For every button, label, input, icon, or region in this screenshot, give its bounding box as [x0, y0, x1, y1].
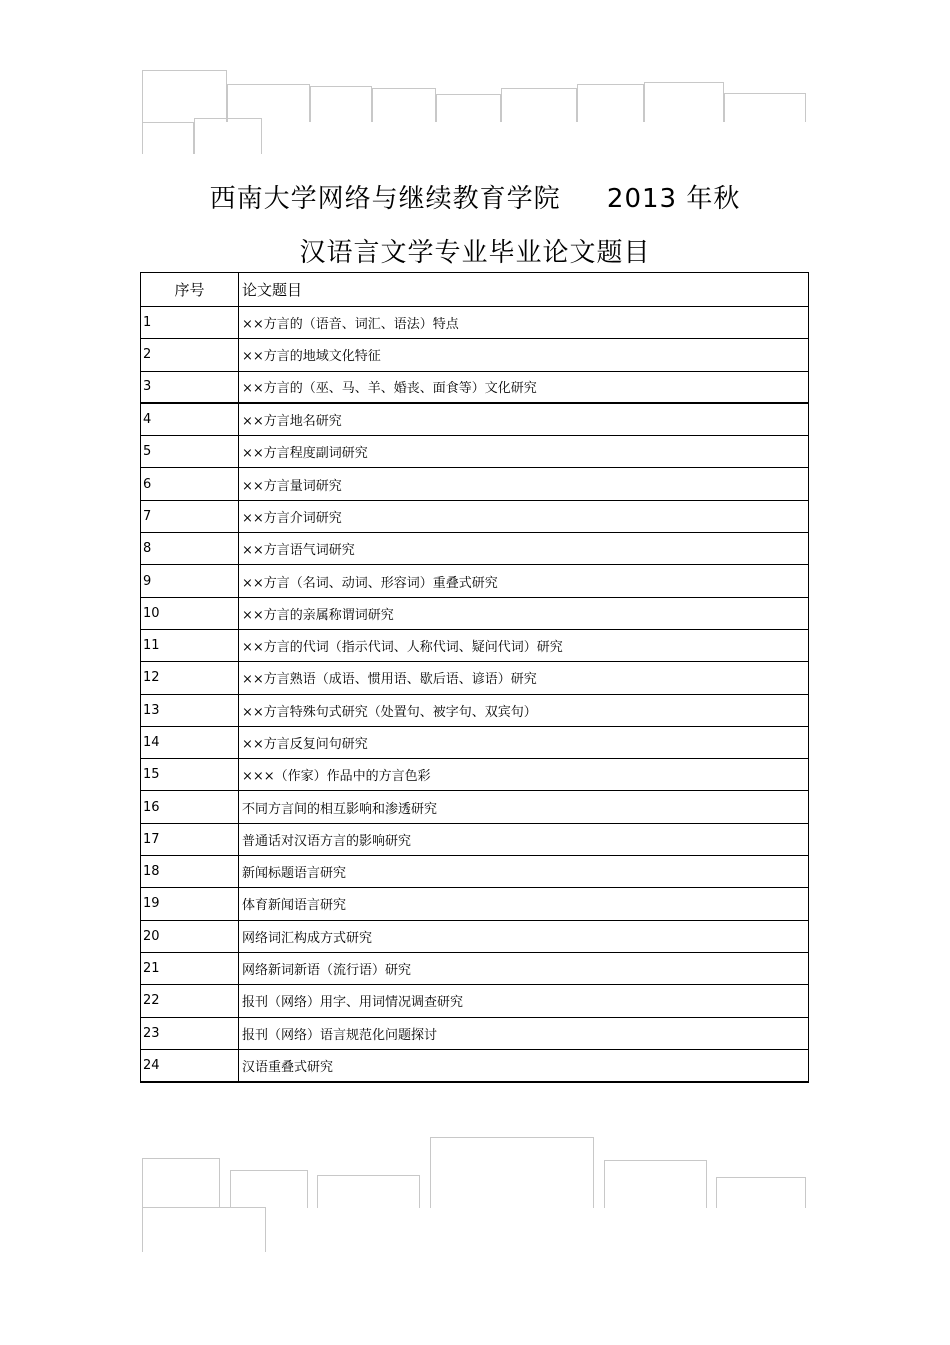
header-title: 论文题目: [239, 273, 809, 307]
table-row: [141, 597, 809, 629]
row-number: 22: [141, 985, 239, 1017]
row-number: 1: [141, 307, 239, 339]
row-topic: ××方言熟语（成语、惯用语、歇后语、谚语）研究: [239, 662, 809, 694]
table-row: [141, 985, 809, 1017]
page-title: 西南大学网络与继续教育学院 2013 年秋: [209, 184, 741, 214]
row-number: 2: [141, 339, 239, 371]
table-row: [141, 856, 809, 888]
row-number: 8: [141, 533, 239, 565]
row-number: 19: [141, 888, 239, 920]
table-row: [141, 791, 809, 823]
row-number: 10: [141, 597, 239, 629]
table-row: [141, 726, 809, 758]
row-topic: ××方言介词研究: [239, 500, 809, 532]
table-row: [141, 759, 809, 791]
row-topic: ××方言量词研究: [239, 468, 809, 500]
row-topic: ×××（作家）作品中的方言色彩: [239, 759, 809, 791]
row-number: 5: [141, 436, 239, 468]
row-topic: 网络词汇构成方式研究: [239, 920, 809, 952]
row-topic: 普通话对汉语方言的影响研究: [239, 823, 809, 855]
row-topic: 体育新闻语言研究: [239, 888, 809, 920]
row-number: 20: [141, 920, 239, 952]
row-topic: 报刊（网络）语言规范化问题探讨: [239, 1017, 809, 1049]
table-row: [141, 888, 809, 920]
row-number: 16: [141, 791, 239, 823]
table-row: [141, 533, 809, 565]
table-row: [141, 403, 809, 435]
row-number: 3: [141, 371, 239, 403]
row-number: 11: [141, 629, 239, 661]
row-number: 21: [141, 952, 239, 984]
row-topic: 不同方言间的相互影响和渗透研究: [239, 791, 809, 823]
row-topic: ××方言的（巫、马、羊、婚丧、面食等）文化研究: [239, 371, 809, 403]
table-row: [141, 662, 809, 694]
row-number: 18: [141, 856, 239, 888]
row-topic: ××方言的亲属称谓词研究: [239, 597, 809, 629]
table-row: [141, 823, 809, 855]
row-number: 12: [141, 662, 239, 694]
table-row: [141, 500, 809, 532]
row-number: 15: [141, 759, 239, 791]
row-number: 17: [141, 823, 239, 855]
row-topic: 新闻标题语言研究: [239, 856, 809, 888]
table-row: [141, 1049, 809, 1081]
table-row: [141, 629, 809, 661]
row-topic: ××方言语气词研究: [239, 533, 809, 565]
row-number: 4: [141, 403, 239, 435]
table-row: [141, 694, 809, 726]
table-row: [141, 436, 809, 468]
row-number: 24: [141, 1049, 239, 1081]
table-row: [141, 1017, 809, 1049]
row-number: 23: [141, 1017, 239, 1049]
table-row: [141, 339, 809, 371]
row-topic: 报刊（网络）用字、用词情况调查研究: [239, 985, 809, 1017]
row-topic: ××方言程度副词研究: [239, 436, 809, 468]
row-topic: ××方言反复问句研究: [239, 726, 809, 758]
page-subtitle: 汉语言文学专业毕业论文题目: [299, 238, 651, 268]
row-topic: ××方言（名词、动词、形容词）重叠式研究: [239, 565, 809, 597]
table-row: [141, 920, 809, 952]
row-topic: 网络新词新语（流行语）研究: [239, 952, 809, 984]
table-row: [141, 371, 809, 403]
header-number: 序号: [141, 273, 239, 307]
row-topic: ××方言地名研究: [239, 403, 809, 435]
row-number: 7: [141, 500, 239, 532]
row-number: 14: [141, 726, 239, 758]
row-topic: 汉语重叠式研究: [239, 1049, 809, 1081]
table-header-row: [141, 273, 809, 307]
row-topic: ××方言特殊句式研究（处置句、被字句、双宾句）: [239, 694, 809, 726]
table-row: [141, 952, 809, 984]
row-number: 13: [141, 694, 239, 726]
thesis-topics-table: [140, 272, 809, 1083]
row-number: 6: [141, 468, 239, 500]
row-topic: ××方言的（语音、词汇、语法）特点: [239, 307, 809, 339]
row-topic: ××方言的地域文化特征: [239, 339, 809, 371]
table-row: [141, 565, 809, 597]
table-row: [141, 468, 809, 500]
row-number: 9: [141, 565, 239, 597]
row-topic: ××方言的代词（指示代词、人称代词、疑问代词）研究: [239, 629, 809, 661]
table-row: [141, 307, 809, 339]
